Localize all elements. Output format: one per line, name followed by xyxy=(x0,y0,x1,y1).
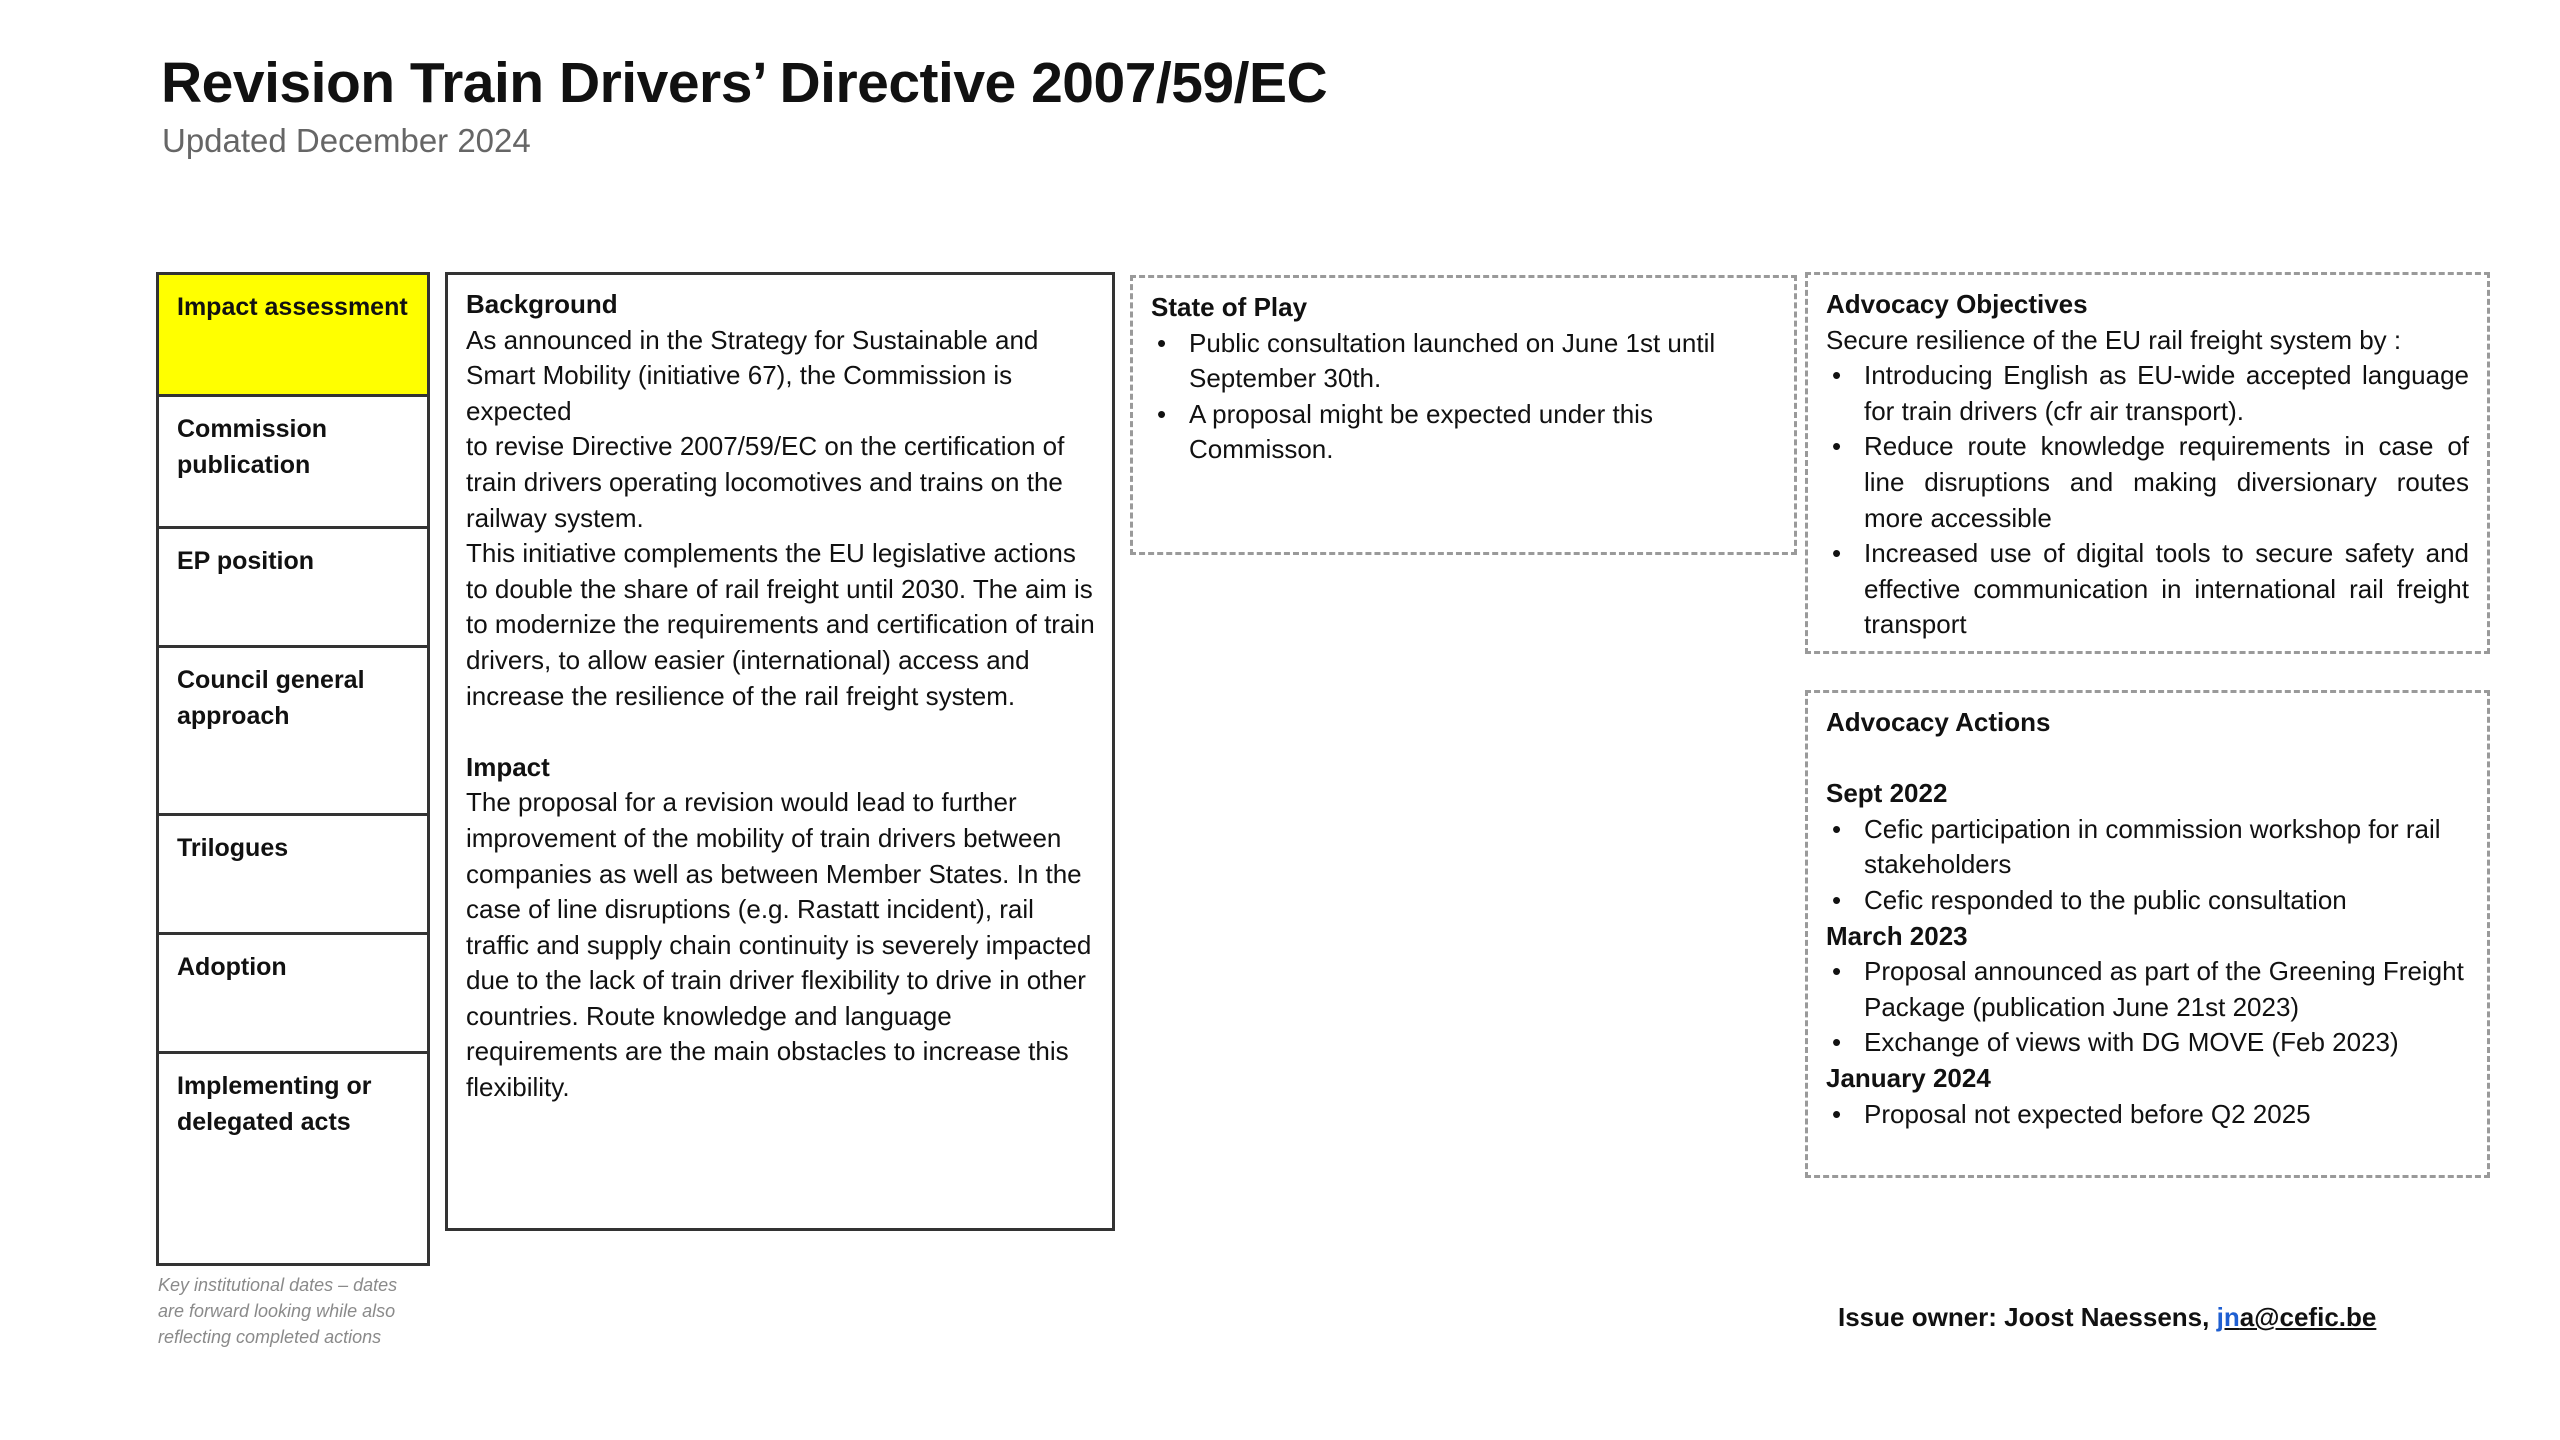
action-date: Sept 2022 xyxy=(1826,778,1948,809)
stage-label: Commission publication xyxy=(177,415,328,479)
spacer xyxy=(1826,741,2469,777)
list-item: • Cefic participation in commission workshop for rail stakeholders xyxy=(1826,812,2469,883)
stage-label: Implementing or delegated acts xyxy=(177,1072,372,1136)
advocacy-objectives-box xyxy=(1805,272,2490,654)
background-paragraph: to revise Directive 2007/59/EC on the certification of train drivers operating locomotives and trains on the xyxy=(466,431,1065,497)
stage-council-general-approach xyxy=(159,648,427,816)
stage-ep-position xyxy=(159,529,427,648)
issue-owner-label: Issue owner: Joost Naessens, xyxy=(1838,1302,2217,1332)
list-item: • Proposal not expected before Q2 2025 xyxy=(1826,1097,2469,1133)
timeline-column xyxy=(156,272,430,1266)
background-paragraph: railway system. xyxy=(466,502,644,533)
list-item: • Proposal announced as part of the Greening Freight Package (publication June 21st 2023) xyxy=(1826,954,2469,1025)
background-paragraph: As announced in the Strategy for Sustainable and Smart Mobility (initiative 67), the Commission is expected xyxy=(466,324,1039,426)
stage-label: EP position xyxy=(177,547,315,575)
background-heading: Background xyxy=(466,289,618,319)
stage-implementing-acts xyxy=(159,1054,427,1263)
state-of-play-heading: State of Play xyxy=(1151,292,1308,322)
action-date: March 2023 xyxy=(1826,920,1968,951)
list-item: • Introducing English as EU-wide accepted language for train drivers (cfr air transport). xyxy=(1826,358,2469,429)
stage-commission-publication xyxy=(159,397,427,529)
timeline-note: Key institutional dates – dates are forward looking while also reflecting completed actions xyxy=(158,1275,398,1347)
list-item: • Reduce route knowledge requirements in case of line disruptions and making diversionary routes more accessible xyxy=(1826,429,2469,536)
list-item: • Exchange of views with DG MOVE (Feb 2023) xyxy=(1826,1025,2469,1061)
stage-trilogues xyxy=(159,816,427,935)
issue-owner-email-link[interactable] xyxy=(2217,1302,2377,1332)
list-item: • Increased use of digital tools to secure safety and effective communication in international rail freight transport xyxy=(1826,536,2469,643)
impact-paragraph: The proposal for a revision would lead to further improvement of the mobility of train drivers between companies as well as between Member States. In the case of line disruptions (e.g. Rastatt incident), rail traffic and supply chain continuity is severely impacted due to the lack of train driver flexibility to drive in other countries. Route knowledge and language requirements are the main obstacles to increase this flexibility. xyxy=(466,787,1092,1103)
action-date: January 2024 xyxy=(1826,1062,1991,1093)
advocacy-actions-heading: Advocacy Actions xyxy=(1826,707,2051,737)
page-title: Revision Train Drivers’ Directive 2007/59/EC xyxy=(161,51,1328,115)
stage-adoption xyxy=(159,935,427,1054)
list-item: • Public consultation launched on June 1st until September 30th. xyxy=(1151,326,1776,397)
list-item: • Cefic responded to the public consultation xyxy=(1826,883,2469,919)
stage-label: Adoption xyxy=(177,953,287,981)
stage-label: Council general approach xyxy=(177,666,365,730)
list-item: • A proposal might be expected under this Commisson. xyxy=(1151,397,1776,468)
advocacy-actions-box xyxy=(1805,690,2490,1178)
stage-label: Trilogues xyxy=(177,834,289,862)
stage-label: Impact assessment xyxy=(177,293,408,321)
state-of-play-box xyxy=(1130,275,1797,555)
stage-impact-assessment xyxy=(159,275,427,397)
spacer xyxy=(466,714,1096,750)
email-part: a@cefic.be xyxy=(2239,1302,2377,1332)
advocacy-objectives-intro: Secure resilience of the EU rail freight system by : xyxy=(1826,324,2402,355)
background-box xyxy=(445,272,1115,1231)
advocacy-objectives-heading: Advocacy Objectives xyxy=(1826,289,2088,319)
issue-owner xyxy=(1838,1302,2376,1333)
email-part: jn xyxy=(2216,1302,2240,1332)
impact-heading: Impact xyxy=(466,751,550,782)
background-paragraph: This initiative complements the EU legislative actions to double the share of rail freight until 2030. The aim is to modernize the requirements and certification of train drivers, to allow easier (international) access and increase the resilience of the rail freight system. xyxy=(466,538,1095,711)
page-subtitle: Updated December 2024 xyxy=(162,122,531,159)
